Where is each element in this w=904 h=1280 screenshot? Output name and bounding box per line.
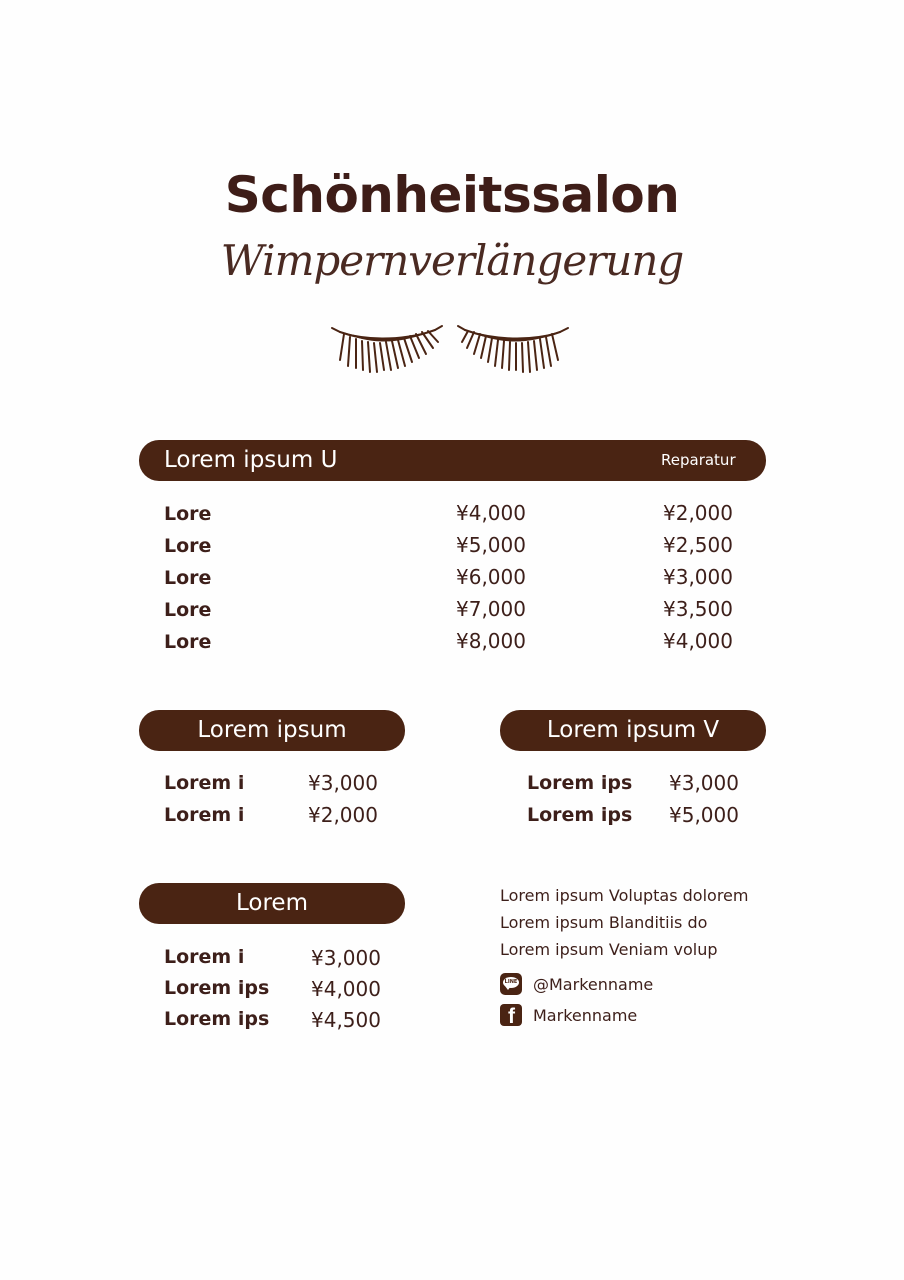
item-label: Lorem i (164, 804, 245, 826)
item-repair-price: ¥3,000 (663, 565, 733, 589)
info-line: Lorem ipsum Veniam volup (500, 940, 718, 959)
item-price: ¥5,000 (456, 533, 526, 557)
item-price: ¥3,000 (669, 771, 739, 795)
item-price: ¥2,000 (308, 803, 378, 827)
item-label: Lorem ips (527, 772, 633, 794)
item-label: Lorem i (164, 946, 245, 968)
item-label: Lorem i (164, 772, 245, 794)
item-price: ¥3,000 (308, 771, 378, 795)
page-subtitle: Wimpernverlängerung (220, 236, 684, 285)
facebook-handle[interactable]: Markenname (533, 1006, 638, 1025)
item-price: ¥7,000 (456, 597, 526, 621)
item-repair-price: ¥3,500 (663, 597, 733, 621)
item-label: Lore (164, 503, 212, 525)
section-header-right (500, 710, 766, 751)
item-price: ¥4,000 (311, 977, 381, 1001)
page-title: Schönheitssalon (224, 166, 680, 224)
item-price: ¥8,000 (456, 629, 526, 653)
item-label: Lorem ips (164, 977, 270, 999)
item-label: Lore (164, 599, 212, 621)
column-label-repair: Reparatur (661, 451, 736, 469)
item-label: Lore (164, 567, 212, 589)
item-price: ¥5,000 (669, 803, 739, 827)
item-price: ¥4,500 (311, 1008, 381, 1032)
item-label: Lorem ips (164, 1008, 270, 1030)
item-label: Lore (164, 631, 212, 653)
item-label: Lore (164, 535, 212, 557)
section-header-main (139, 440, 766, 481)
item-repair-price: ¥2,000 (663, 501, 733, 525)
facebook-icon: f (500, 1004, 522, 1026)
eyelashes-icon (330, 318, 570, 378)
section-header-bottom (139, 883, 405, 924)
item-price: ¥3,000 (311, 946, 381, 970)
section-title: Lorem (236, 890, 308, 916)
item-repair-price: ¥2,500 (663, 533, 733, 557)
line-app-icon (500, 973, 522, 995)
item-repair-price: ¥4,000 (663, 629, 733, 653)
section-header-left (139, 710, 405, 751)
section-title: Lorem ipsum U (164, 447, 338, 473)
item-price: ¥6,000 (456, 565, 526, 589)
line-icon-label: LINE (504, 979, 518, 985)
item-price: ¥4,000 (456, 501, 526, 525)
item-label: Lorem ips (527, 804, 633, 826)
info-line: Lorem ipsum Blanditiis do (500, 913, 708, 932)
info-line: Lorem ipsum Voluptas dolorem (500, 886, 749, 905)
section-title: Lorem ipsum V (546, 717, 720, 743)
line-handle[interactable]: @Markenname (533, 975, 654, 994)
section-title: Lorem ipsum (197, 717, 347, 743)
